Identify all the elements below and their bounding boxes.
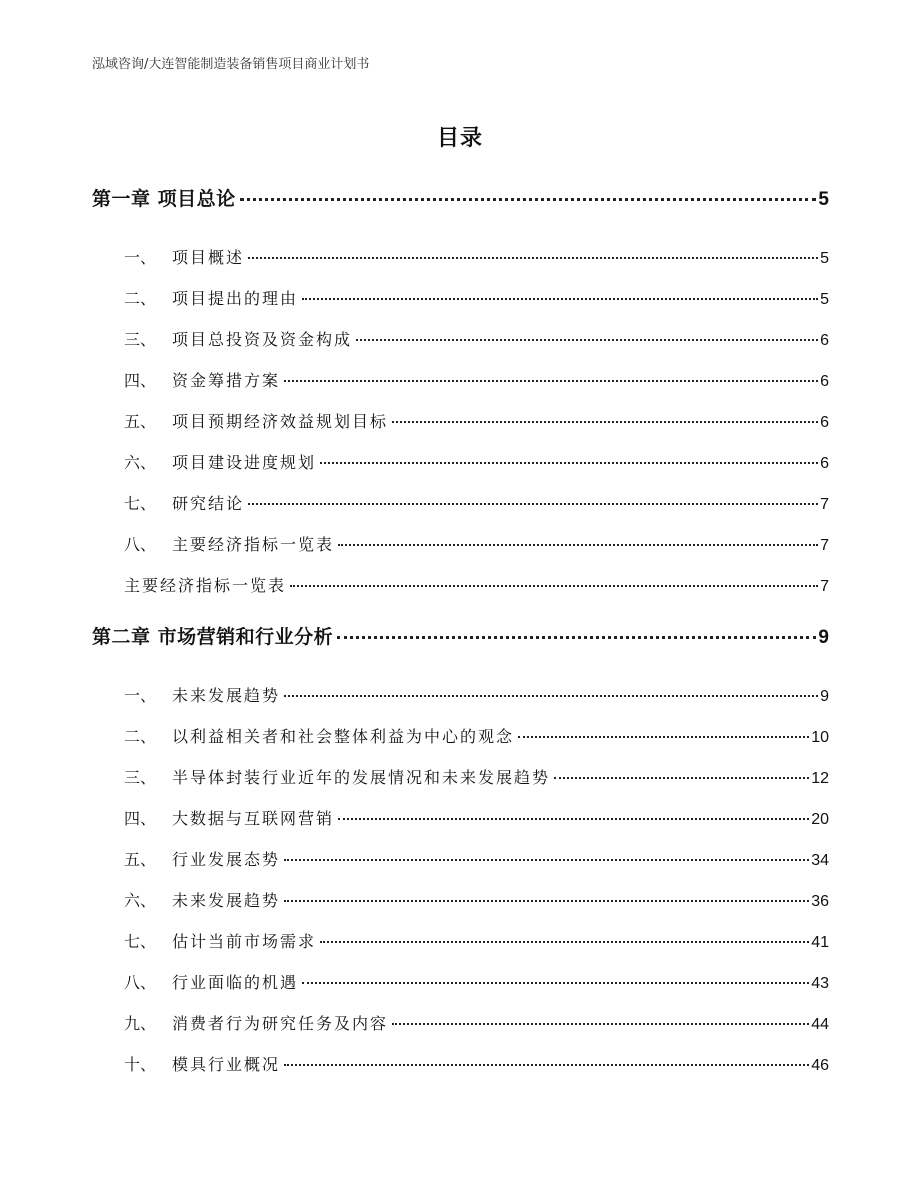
toc-entry-page-number: 36: [811, 893, 829, 910]
toc-section-entry[interactable]: [124, 532, 829, 555]
toc-entry-title: 半导体封装行业近年的发展情况和未来发展趋势: [172, 768, 551, 787]
toc-entry-number: 一、: [124, 686, 157, 705]
toc-entry-number: 三、: [124, 330, 157, 349]
toc-section-entry[interactable]: [124, 683, 829, 706]
dot-leader: [320, 941, 809, 943]
toc-entry-title: 研究结论: [172, 494, 245, 513]
toc-entry-page-number: 7: [820, 537, 829, 554]
toc-entry-title: 项目预期经济效益规划目标: [172, 412, 389, 431]
toc-entry-page-number: 12: [811, 770, 829, 787]
toc-entry-title: 大数据与互联网营销: [172, 809, 335, 828]
toc-section-entry[interactable]: [124, 245, 829, 268]
toc-entry-number: 五、: [124, 412, 157, 431]
toc-chapter-entry[interactable]: [92, 622, 829, 649]
toc-entry-title: 项目概述: [172, 248, 245, 267]
toc-entry-page-number: 41: [811, 934, 829, 951]
toc-entry-title: 行业发展态势: [172, 850, 281, 869]
toc-entry-number: 五、: [124, 850, 157, 869]
toc-entry-number: 八、: [124, 535, 157, 554]
toc-entry-title: 资金筹措方案: [172, 371, 281, 390]
toc-entry-page-number: 6: [820, 332, 829, 349]
toc-entry-number: 二、: [124, 289, 157, 308]
toc-entry-page-number: 6: [820, 373, 829, 390]
toc-entry-page-number: 5: [820, 250, 829, 267]
toc-entry-number: 七、: [124, 932, 157, 951]
toc-entry-title: 主要经济指标一览表: [172, 535, 335, 554]
dot-leader: [284, 900, 809, 902]
dot-leader: [248, 503, 818, 505]
toc-entry-title: 行业面临的机遇: [172, 973, 299, 992]
dot-leader: [284, 380, 818, 382]
dot-leader: [302, 982, 809, 984]
dot-leader: [338, 818, 809, 820]
toc-section-entry[interactable]: [124, 491, 829, 514]
toc-section-entry[interactable]: [124, 929, 829, 952]
toc-entry-title: 项目建设进度规划: [172, 453, 317, 472]
dot-leader: [284, 1064, 809, 1066]
toc-entry-page-number: 46: [811, 1057, 829, 1074]
toc-entry-number: 三、: [124, 768, 157, 787]
dot-leader: [338, 544, 818, 546]
toc-entry-title: 第二章 市场营销和行业分析: [92, 626, 334, 648]
toc-title: 目录: [436, 126, 483, 151]
toc-entry-page-number: 7: [820, 578, 829, 595]
toc-entry-title: 估计当前市场需求: [172, 932, 317, 951]
dot-leader: [290, 585, 818, 587]
dot-leader: [518, 736, 809, 738]
toc-entry-page-number: 10: [811, 729, 829, 746]
toc-entry-page-number: 6: [820, 414, 829, 431]
toc-entry-number: 四、: [124, 371, 157, 390]
dot-leader: [284, 695, 818, 697]
toc-section-entry[interactable]: [124, 1011, 829, 1034]
toc-section-entry[interactable]: [124, 765, 829, 788]
toc-section-entry[interactable]: [124, 409, 829, 432]
dot-leader: [248, 257, 818, 259]
toc-entry-number: 四、: [124, 809, 157, 828]
toc-entry-number: 九、: [124, 1014, 157, 1033]
toc-entry-title: 模具行业概况: [172, 1055, 281, 1074]
toc-entry-number: 六、: [124, 891, 157, 910]
toc-entry-title: 项目总投资及资金构成: [172, 330, 353, 349]
toc-entry-title: 主要经济指标一览表: [124, 576, 287, 595]
toc-entry-number: 一、: [124, 248, 157, 267]
toc-entry-title: 项目提出的理由: [172, 289, 299, 308]
toc-section-entry[interactable]: [124, 368, 829, 391]
running-header: 泓域咨询/大连智能制造装备销售项目商业计划书: [92, 57, 370, 72]
dot-leader: [356, 339, 818, 341]
toc-entry-page-number: 9: [820, 688, 829, 705]
toc-section-entry[interactable]: [124, 450, 829, 473]
toc-section-entry[interactable]: [124, 806, 829, 829]
toc-entry-number: 七、: [124, 494, 157, 513]
toc-section-entry[interactable]: [124, 847, 829, 870]
toc-section-entry[interactable]: [124, 286, 829, 309]
toc-entry-page-number: 7: [820, 496, 829, 513]
dot-leader: [392, 1023, 809, 1025]
dot-leader: [284, 859, 809, 861]
toc-entry-title: 第一章 项目总论: [92, 188, 236, 210]
toc-section-entry[interactable]: [124, 573, 829, 596]
toc-entry-title: 以利益相关者和社会整体利益为中心的观念: [172, 727, 515, 746]
toc-entry-title: 消费者行为研究任务及内容: [172, 1014, 389, 1033]
dot-leader: [337, 636, 816, 639]
toc-entry-page-number: 20: [811, 811, 829, 828]
toc-entry-page-number: 43: [811, 975, 829, 992]
dot-leader: [240, 198, 817, 201]
dot-leader: [554, 777, 809, 779]
toc-entry-number: 十、: [124, 1055, 157, 1074]
dot-leader: [320, 462, 818, 464]
toc-entry-page-number: 34: [811, 852, 829, 869]
toc-section-entry[interactable]: [124, 724, 829, 747]
toc-entry-page-number: 5: [818, 189, 829, 210]
toc-entry-number: 八、: [124, 973, 157, 992]
toc-entry-title: 未来发展趋势: [172, 686, 281, 705]
toc-entry-page-number: 6: [820, 455, 829, 472]
toc-entry-page-number: 44: [811, 1016, 829, 1033]
dot-leader: [392, 421, 818, 423]
toc-entry-page-number: 9: [818, 627, 829, 648]
toc-section-entry[interactable]: [124, 1052, 829, 1075]
toc-entry-number: 六、: [124, 453, 157, 472]
dot-leader: [302, 298, 818, 300]
toc-section-entry[interactable]: [124, 888, 829, 911]
toc-entry-page-number: 5: [820, 291, 829, 308]
toc-section-entry[interactable]: [124, 327, 829, 350]
toc-entry-title: 未来发展趋势: [172, 891, 281, 910]
toc-entry-number: 二、: [124, 727, 157, 746]
toc-chapter-entry[interactable]: [92, 184, 829, 211]
toc-section-entry[interactable]: [124, 970, 829, 993]
